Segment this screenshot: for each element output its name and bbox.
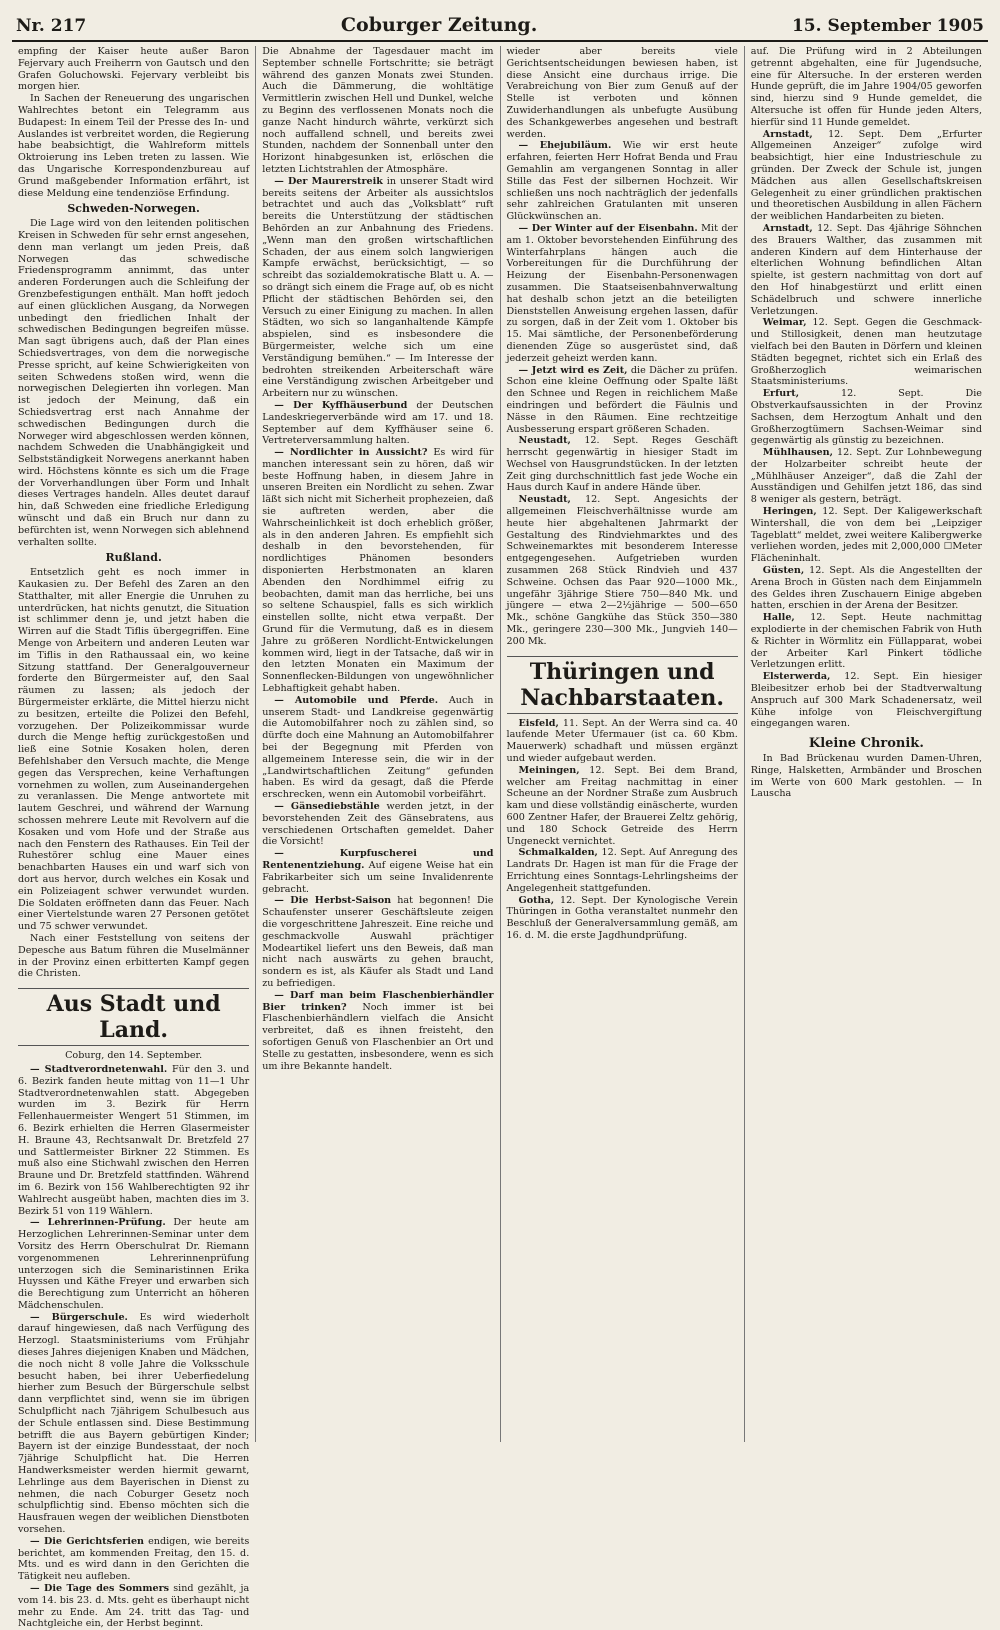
news-keyword: Neustadt,	[518, 494, 571, 506]
news-text: Es wird für manchen interessant sein zu hören, daß wir beste Hoffnung haben, in diesem Jahre in unseren Breiten ein Nordlicht zu sehen. Zwar läßt sich nicht mit Sicherheit prophezeien, daß sie auftreten werden, aber die Wahrscheinlichkeit ist doch erheblich größer, als in den anderen Jahren. Es empfiehlt sich deshalb in den bevorstehenden, für nordlichtiges Phänomen besonders disponierten Herbstmonaten an klaren Abenden den Nordhimmel eifrig zu beobachten, damit man das herrliche, bei uns so seltene Schauspiel, falls es sich wirklich einstellen sollte, nicht etwa verpaßt. Der Grund für die Vermutung, daß es in diesem Jahre zu größeren Nordlicht-Entwickelungen kommen wird, liegt in der Tatsache, daß wir in den letzten Monaten ein Maximum der Sonnenflecken-Bildungen von ungewöhnlicher Lebhaftigkeit gehabt haben.	[262, 447, 494, 695]
news-text: Noch immer ist bei Flaschenbierhändlern vielfach die Ansicht verbreitet, daß es ihnen freisteht, den sofortigen Genuß von Flaschenbier an Ort und Stelle zu gestatten, insbesondere, wenn es sich um ihre Bekannte handelt.	[262, 1001, 494, 1072]
news-text: 12. Sept. Dem „Erfurter Allgemeinen Anzeiger“ zufolge wird beabsichtigt, hier eine Industrieschule zu gründen. Der Zweck der Schule ist, jungen Mädchen aus allen Gesellschaftskreisen Gelegenheit zu einer gründlichen praktischen und theoretischen Ausbildung in allen Fächern der weiblichen Handarbeiten zu bieten.	[750, 128, 982, 223]
news-keyword: Gotha,	[518, 894, 555, 906]
news-keyword: Arnstadt,	[762, 128, 813, 140]
news-text: in unserer Stadt wird bereits seitens der Arbeiter als aussichtslos betrachtet und auch das „Volksblatt“ ruft bereits die Unterstützung der städtischen Behörden an zur Anbahnung des Friedens. „Wenn man den großen wirtschaftlichen Schaden, der aus einem solch langwierigen Kampfe erwächst, berücksichtigt, — so schreibt das sozialdemokratische Blatt u. A. — so drängt sich einem die Frage auf, ob es nicht Pflicht der städtischen Behörden sei, den Versuch zu einer Einigung zu machen. In allen Städten, wo sich so langanhaltende Kämpfe abspielen, sind es insbesondere die Bürgermeister, welche sich um eine Verständigung bemühen.“ — Im Interesse der bedrohten streikenden Arbeiterschaft wäre eine Verständigung zwischen Arbeitgeber und Arbeitern nur zu wünschen.	[262, 175, 494, 400]
news-text: endigen, wie bereits berichtet, am kommenden Freitag, den 15. d. Mts. und es wird dann in den Gerichten die Tätigkeit neu aufleben.	[18, 1535, 250, 1583]
section-heading-thueringen: Thüringen und Nachbarstaaten.	[507, 656, 738, 714]
article-paragraph: Die Lage wird von den leitenden politischen Kreisen in Schweden für sehr ernst angesehen, denn man verlangt um jeden Preis, daß Norwegen das schwedische Friedensprogramm annimmt, das unter anderen Forderungen auch die Schleifung der Grenzbefestigungen enthält. Man hofft jedoch auf einen glücklichen Ausgang, da Norwegen unbedingt den friedlichen Inhalt der schwedischen Bedingungen begreifen müsse. Man sagt übrigens auch, daß der Plan eines Schiedsvertrages, von dem die norwegische Presse spricht, auf keine Schwierigkeiten von seiten Schwedens stoßen wird, wenn die norwegischen Delegierten ihn vorlegen. Man ist jedoch der Meinung, daß ein Schiedsvertrag erst nach Annahme der schwedischen Bedingungen durch die Norweger wird abgeschlossen werden können, nachdem Schweden die Unabhängigkeit und Selbstständigkeit Norwegens anerkannt haben wird. Höchstens könnte es sich um die Frage der Vorverhandlungen über Form und Inhalt dieses Vertrages handeln. Alles deutet darauf hin, daß Schweden eine friedliche Erledigung wünscht und daß ein Bruch nur dann zu befürchten ist, wenn Norwegen sich ablehnend verhalten sollte.	[18, 218, 250, 548]
column-2	[255, 46, 499, 1442]
news-text: 12. Sept. Ein hiesiger Bleibesitzer erhob bei der Stadtverwaltung Anspruch auf 300 Mark Schadenersatz, weil Kühe infolge von Fleischvergiftung eingegangen waren.	[750, 671, 982, 730]
news-keyword: Weimar,	[762, 317, 807, 329]
news-keyword: — Die Gerichtsferien	[30, 1535, 145, 1547]
news-text: Mit der am 1. Oktober bevorstehenden Einführung des Winterfahrplans hängen auch die Vorbereitungen für die Durchführung der Heizung der Eisenbahn-Personenwagen zusammen. Die Staatseisenbahnverwaltung hat deshalb schon jetzt an die beteiligten Dienststellen Anweisung ergehen lassen, dafür zu sorgen, daß in der Zeit vom 1. Oktober bis 15. Mai sämtliche, der Personenbeförderung dienenden Züge so ausgerüstet sind, daß jederzeit geheizt werden kann.	[506, 222, 738, 364]
news-keyword: — Bürgerschule.	[30, 1311, 128, 1323]
news-text: 12. Sept. Der Kaligewerkschaft Wintershall, die von dem bei „Leipziger Tageblatt“ meldet, zwei weitere Kalibergwerke verliehen worden, jedes mit 2,000,000 ☐Meter Flächeninhalt.	[750, 506, 982, 565]
news-keyword: — Nordlichter in Aussicht?	[274, 447, 428, 459]
news-text: hat begonnen! Die Schaufenster unserer Geschäftsleute zeigen die vorgeschrittene Jahreszeit. Eine reiche und geschmackvolle Auswahl prächtiger Modeartikel liefert uns den Beweis, daß man nicht nach auswärts zu gehen braucht, sondern es ist, als Käufer als Stadt und Land zu befriedigen.	[262, 895, 494, 989]
news-text: Auch in unserem Stadt- und Landkreise gegenwärtig die Automobilfahrer noch zu zählen sind, so dürfte doch eine Mahnung an Automobilfahrer bei der Begegnung mit Pferden von allgemeinem Interesse sein, die wir in der „Landwirtschaftlichen Zeitung“ gefunden haben. Es wird da gesagt, daß die Pferde erschrecken, wenn ein Automobil vorbeifährt.	[262, 694, 494, 801]
news-keyword: — Lehrerinnen-Prüfung.	[30, 1217, 166, 1229]
news-text: 12. Sept. Heute nachmittag explodierte in der chemischen Fabrik von Huth & Richter in Wörmlitz ein Füllapparat, wobei der Arbeiter Karl Pinkert tödliche Verletzungen erlitt.	[750, 612, 982, 671]
news-text: Der heute am Herzoglichen Lehrerinnen-Seminar unter dem Vorsitz des Herrn Oberschulrat Dr. Riemann vorgenommenen Lehrerinnenprüfung unterzogen sich die Seminaristinnen Erika Huyssen und Käthe Freyer und erwarben sich die Berechtigung zum Unterricht an höheren Mädchenschulen.	[18, 1217, 250, 1311]
news-keyword: — Automobile und Pferde.	[274, 694, 439, 706]
news-keyword: Mühlhausen,	[762, 447, 833, 459]
news-text: Für den 3. und 6. Bezirk fanden heute mittag von 11—1 Uhr Stadtverordnetenwahlen statt. Abgegeben wurden im 3. Bezirk für Herrn Fellenhauermeister Wengert 51 Stimmen, im 6. Bezirk erhielten die Herren Glasermeister H. Braune 43, Rechtsanwalt Dr. Bretzfeld 27 und Sattlermeister Birkner 22 Stimmen. Es muß also eine Stichwahl zwischen den Herren Braune und Dr. Bretzfeld stattfinden. Während im 6. Bezirk von 156 Wahlberechtigten 92 ihr Wahlrecht ausgeübt haben, machten dies im 3. Bezirk 51 von 119 Wählern.	[18, 1063, 250, 1217]
news-keyword: — Kurpfuscherei und Rentenentziehung.	[262, 848, 494, 871]
news-keyword: Erfurt,	[762, 388, 800, 400]
section-heading-kleine-chronik: Kleine Chronik.	[808, 736, 924, 752]
news-keyword: Meiningen,	[518, 764, 580, 776]
news-text: der Deutschen Landeskriegerverbände wird am 17. und 18. September auf dem Kyffhäuser seine 6. Vertreterversammlung halten.	[262, 399, 494, 447]
article-paragraph: In Sachen der Reneuerung des ungarischen Wahlrechtes betont ein Telegramm aus Budapest: In einem Teil der Presse des In- und Auslandes ist verbreitet worden, die Regierung habe beabsichtigt, die Wahlreform mittels Oktroierung ins Leben treten zu lassen. Wie das Ungarische Korrespondenzbureau auf Grund maßgebender Information erfährt, ist diese Meldung eine tendenziöse Erfindung.	[18, 93, 250, 199]
news-keyword: — Ehejubiläum.	[518, 140, 612, 152]
section-heading-russland: Rußland.	[105, 551, 162, 565]
section-heading-schweden: Schweden-Norwegen.	[67, 202, 200, 216]
article-paragraph: Entsetzlich geht es noch immer in Kaukasien zu. Der Befehl des Zaren an den Statthalter, mit aller Energie die Unruhen zu unterdrücken, hat nichts genutzt, die Situation ist schlimmer denn je, und jetzt haben die Wirren auf die Stadt Tiflis übergegriffen. Eine Menge von Arbeitern und anderen Leuten war im Tiflis in den Rathaussaal ein, wo keine Sitzung stattfand. Der Generalgouverneur forderte den Bürgermeister auf, den Saal räumen zu lassen; als jedoch der Bürgermeister erklärte, die Mittel hierzu nicht zu besitzen, erteilte die Polizei den Befehl, vorzugehen. Der Polizeikommissar wurde durch die Menge heftig zurückgestoßen und ließ eine Sotnie Kosaken holen, deren Befehlshaber den Versuch machte, die Menge gegen das Versprechen, keine Verhaftungen vornehmen zu wollen, zum Auseinandergehen zu veranlassen. Die Menge antwortete mit lautem Geschrei, und während der Warnung schossen mehrere Leute mit Revolvern auf die Kosaken und vom Hofe und der Straße aus nach den Fenstern des Rathauses. Ein Teil der Ruhestörer schlug eine Mauer eines benachbarten Hauses ein und warf sich von dort aus hervor, durch welches ein Kosak und ein Polizeiagent schwer verwundet wurden. Die Soldaten eröffneten dann das Feuer. Nach einer Viertelstunde waren 27 Personen getötet und 75 schwer verwundet.	[18, 567, 250, 933]
article-paragraph: In Bad Brückenau wurden Damen-Uhren, Ringe, Halsketten, Armbänder und Broschen im Werte von 600 Mark gestohlen. — In Lauscha	[750, 753, 982, 800]
article-paragraph: Nach einer Feststellung von seitens der Depesche aus Batum führen die Muselmänner in der Provinz einen erbitterten Kampf gegen die Christen.	[18, 932, 250, 980]
article-paragraph: auf. Die Prüfung wird in 2 Abteilungen getrennt abgehalten, eine für Jugendsuche, eine für Altersuche. In der ersteren werden Hunde geprüft, die im Jahre 1904/05 geworfen sind, hierzu sind 9 Hunde gemeldet, die Altersuche ist offen für Hunde jeden Alters, hierfür sind 11 Hunde gemeldet.	[750, 46, 982, 128]
news-text: Auf eigene Weise hat ein Fabrikarbeiter sich um seine Invalidenrente gebracht.	[262, 859, 494, 895]
news-text: 12. Sept. Die Obstverkaufsaussichten in der Provinz Sachsen, dem Herzogtum Anhalt und den Großherzogtümern Sachsen-Weimar sind gegenwärtig als günstig zu bezeichnen.	[750, 388, 982, 447]
news-keyword: — Die Herbst-Saison	[274, 895, 392, 907]
news-text: 12. Sept. Angesichts der allgemeinen Fleischverhältnisse wurde am heute hier abgehaltenen Jahrmarkt der Gestaltung des Rindviehmarktes und des Schweinemarktes mit besonderem Interesse entgegengesehen. Aufgetrieben wurden zusammen 268 Stück Rindvieh und 437 Schweine. Ochsen das Paar 920—1000 Mk., ungefähr 3jährige Stiere 750—840 Mk. und jüngere — etwa 2—2½jährige — 500—650 Mk., schöne Gangkühe das Stück 350—380 Mk., geringere 230—300 Mk., Jungvieh 140—200 Mk.	[506, 494, 738, 647]
news-text: 12. Sept. Der Kynologische Verein Thüringen in Gotha veranstaltet nunmehr den Beschluß der Generalversammlung gemäß, am 16. d. M. die erste Jagdhundprüfung.	[506, 894, 738, 941]
issue-number: Nr. 217	[16, 16, 87, 36]
news-text: die Dächer zu prüfen. Schon eine kleine Oeffnung oder Spalte läßt den Schnee und Regen in reichlichem Maße eindringen und befördert die Fäulnis und Nässe in den Räumen. Eine rechtzeitige Ausbesserung erspart größeren Schaden.	[506, 364, 738, 435]
news-text: 11. Sept. An der Werra sind ca. 40 laufende Meter Ufermauer (ist ca. 60 Kbm. Mauerwerk) schadhaft und müssen ergänzt und wieder aufgebaut werden.	[506, 717, 738, 765]
news-text: 12. Sept. Gegen die Geschmack- und Stillosigkeit, denen man heutzutage vielfach bei den Bauten in Dörfern und kleinen Städten begegnet, richtet sich ein Erlaß des Großherzoglich weimarischen Staatsministeriums.	[750, 317, 982, 388]
news-keyword: — Jetzt wird es Zeit,	[518, 364, 628, 376]
news-text: 12. Sept. Das 4jährige Söhnchen des Brauers Walther, das zusammen mit anderen Kindern auf dem Hinterhause der elterlichen Wohnung befindlichen Altan spielte, ist gestern nachmittag von dort auf den Hof hinabgestürzt und erlitt einen Schädelbruch und schwere innerliche Verletzungen.	[750, 222, 982, 317]
news-keyword: Neustadt,	[518, 435, 571, 447]
news-text: 12. Sept. Auf Anregung des Landrats Dr. Hagen ist man für die Frage der Errichtung eines Sonntags-Lehrlingsheims der Angelegenheit stattgefunden.	[506, 847, 738, 894]
news-keyword: Arnstadt,	[762, 222, 813, 234]
article-paragraph: wieder aber bereits viele Gerichtsentscheidungen bewiesen haben, ist diese Ansicht eine durchaus irrige. Die Verabreichung von Bier zum Genuß auf der Stelle ist verboten und können Zuwiderhandlungen als unbefugte Ausübung des Schankgewerbes angesehen und bestraft werden.	[506, 46, 738, 140]
news-keyword: — Der Maurerstreik	[274, 175, 383, 187]
article-paragraph: Die Abnahme der Tagesdauer macht im September schnelle Fortschritte; sie beträgt während des ganzen Monats zwei Stunden. Auch die Dämmerung, die wohltätige Vermittlerin zwischen Hell und Dunkel, welche zu Beginn des verflossenen Monats noch die ganze Nacht hindurch währte, verkürzt sich noch auffallend schnell, und bereits zwei Stunden, nachdem der Sonnenball unter den Horizont hinabgesunken ist, erlöschen die letzten Lichtstrahlen der Atmosphäre.	[262, 46, 494, 175]
news-keyword: Eisfeld,	[518, 717, 559, 729]
news-keyword: Schmalkalden,	[518, 847, 598, 859]
column-3	[500, 46, 744, 1442]
news-text: 12. Sept. Zur Lohnbewegung der Holzarbeiter schreibt heute der „Mühlhäuser Anzeiger“, daß die Zahl der Ausständigen und Gehilfen jetzt 186, das sind 8 weniger als gestern, beträgt.	[750, 447, 982, 506]
news-text: 12. Sept. Als die Angestellten der Arena Broch in Güsten nach dem Einjammeln des Geldes ihren Zuschauern Einige abgeben hatten, erschien in der Arena der Besitzer.	[750, 565, 982, 612]
news-text: sind gezählt, ja vom 14. bis 23. d. Mts. geht es überhaupt nicht mehr zu Ende. Am 24. tritt das Tag- und Nachtgleiche ein, der Herbst beginnt.	[18, 1583, 250, 1630]
news-keyword: Heringen,	[762, 506, 817, 518]
news-text: 12. Sept. Reges Geschäft herrscht gegenwärtig in hiesiger Stadt im Wechsel von Hausgrundstücken. In der letzten Zeit ging durchschnittlich fast jede Woche ein Haus durch Kauf in andere Hände über.	[506, 435, 738, 494]
issue-date: 15. September 1905	[791, 16, 984, 36]
news-text: 12. Sept. Bei dem Brand, welcher am Freitag nachmittag in einer Scheune an der Nordner Straße zum Ausbruch kam und diese vollständig einäscherte, wurden 600 Zentner Hafer, der Brauerei Zeltz gehörig, und 180 Schock Getreide des Herrn Ungeneckt vernichtet.	[506, 764, 738, 847]
newspaper-title: Coburger Zeitung.	[340, 14, 538, 36]
section-heading-stadt-land: Aus Stadt und Land.	[18, 988, 249, 1046]
news-keyword: — Der Winter auf der Eisenbahn.	[518, 222, 698, 234]
news-keyword: Elsterwerda,	[762, 671, 831, 683]
news-keyword: — Die Tage des Sommers	[30, 1583, 170, 1595]
news-keyword: — Darf man beim Flaschenbierhändler Bier trinken?	[262, 989, 494, 1013]
news-keyword: Güsten,	[762, 565, 805, 577]
columns	[12, 46, 988, 1630]
masthead	[12, 14, 988, 42]
news-text: Es wird wiederholt darauf hingewiesen, daß nach Verfügung des Herzogl. Staatsministeriums vom Frühjahr dieses Jahres diejenigen Knaben und Mädchen, die noch nicht 8 volle Jahre die Volksschule besucht haben, bei ihrer Ueberfiedelung hierher zum Besuch der Bürgerschule selbst dann verpflichtet sind, wenn sie im übrigen Schulpflicht nach 7jährigem Schulbesuch aus der Schule entlassen sind. Diese Bestimmung betrifft die aus Bayern gebürtigen Kinder; Bayern ist der einzige Bundesstaat, der noch 7jährige Schulpflicht hat. Die Herren Handwerksmeister werden hiermit gewarnt, Lehrlinge aus dem Bayerischen in Dienst zu nehmen, die nach Coburger Gesetz noch schulpflichtig sind. Ebenso möchten sich die Hausfrauen wegen der weiblichen Dienstboten vorsehen.	[18, 1311, 250, 1536]
news-keyword: — Stadtverordnetenwahl.	[30, 1063, 168, 1075]
column-1	[12, 46, 255, 1630]
news-text: Wie wir erst heute erfahren, feierten Herr Hofrat Benda und Frau Gemahlin am vergangenen Sonntag in aller Stille das Fest der silbernen Hochzeit. Wir schließen uns noch nachträglich der jedenfalls sehr zahlreichen Gratulanten mit unseren Glückwünschen an.	[506, 140, 738, 223]
article-paragraph: empfing der Kaiser heute außer Baron Fejervary auch Freiherrn von Gautsch und den Grafen Goluchowski. Fejervary verbleibt bis morgen hier.	[18, 46, 250, 93]
dateline: Coburg, den 14. September.	[65, 1050, 203, 1062]
news-text: werden jetzt, in der bevorstehenden Zeit des Gänsebratens, aus verschiedenen Ortschaften gemeldet. Daher die Vorsicht!	[262, 801, 494, 848]
news-keyword: Halle,	[762, 612, 795, 624]
news-keyword: — Der Kyffhäuserbund	[274, 399, 408, 411]
news-keyword: — Gänsediebstähle	[274, 801, 380, 812]
column-4	[744, 46, 988, 1442]
